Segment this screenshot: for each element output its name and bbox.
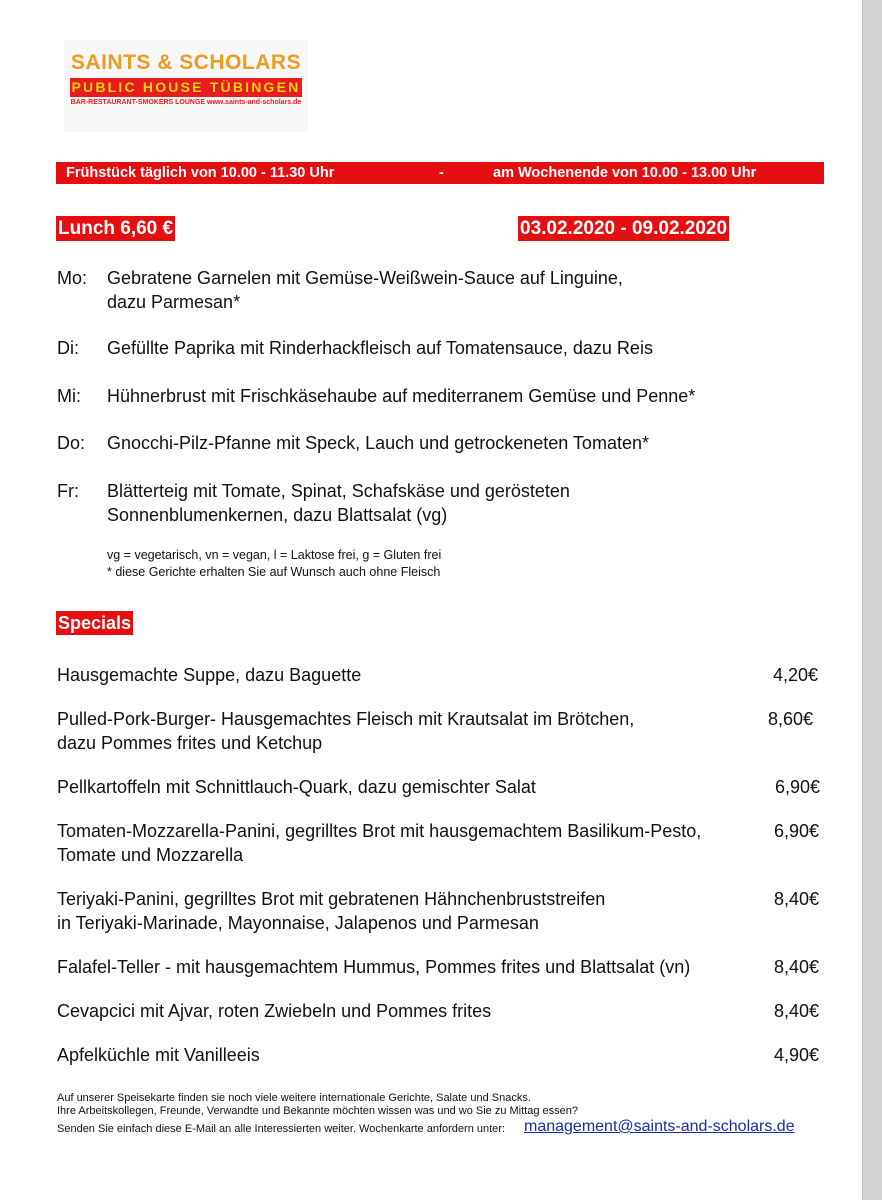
dish-fr-line1: Blätterteig mit Tomate, Spinat, Schafskäse und gerösteten bbox=[107, 481, 570, 501]
logo-subtitle: BAR-RESTAURANT-SMOKERS LOUNGE www.saints-and-scholars.de bbox=[70, 99, 302, 106]
diet-legend: vg = vegetarisch, vn = vegan, l = Laktose frei, g = Gluten frei bbox=[107, 548, 442, 562]
special-price-3: 6,90€ bbox=[774, 777, 820, 797]
breakfast-hours-banner bbox=[56, 162, 824, 184]
dish-mi-line1: Hühnerbrust mit Frischkäsehaube auf mediterranem Gemüse und Penne* bbox=[107, 386, 696, 406]
special-price-6: 8,40€ bbox=[773, 957, 819, 977]
dish-di-line1: Gefüllte Paprika mit Rinderhackfleisch auf Tomatensauce, dazu Reis bbox=[107, 338, 653, 358]
special-item-5: Teriyaki-Panini, gegrilltes Brot mit gebratenen Hähnchenbruststreifen bbox=[57, 889, 606, 909]
day-label-do: Do: bbox=[57, 433, 86, 453]
special-price-4: 6,90€ bbox=[773, 821, 819, 841]
restaurant-logo bbox=[64, 40, 308, 132]
special-item-2: Pulled-Pork-Burger- Hausgemachtes Fleisch mit Krautsalat im Brötchen, bbox=[57, 709, 635, 729]
dish-fr-line2: Sonnenblumenkernen, dazu Blattsalat (vg) bbox=[107, 505, 448, 525]
special-price-2: 8,60€ bbox=[767, 709, 813, 729]
breakfast-separator: - bbox=[439, 165, 444, 181]
special-price-8: 4,90€ bbox=[773, 1045, 819, 1065]
day-label-di: Di: bbox=[57, 338, 79, 358]
logo-band: PUBLIC HOUSE TÜBINGEN bbox=[71, 79, 301, 95]
email-link[interactable]: management@saints-and-scholars.de bbox=[524, 1118, 795, 1135]
breakfast-weekend: am Wochenende von 10.00 - 13.00 Uhr bbox=[493, 165, 757, 181]
special-item-6: Falafel-Teller - mit hausgemachtem Hummus, Pommes frites und Blattsalat (vn) bbox=[57, 957, 691, 977]
dish-do-line1: Gnocchi-Pilz-Pfanne mit Speck, Lauch und getrockeneten Tomaten* bbox=[107, 433, 649, 453]
special-item-1: Hausgemachte Suppe, dazu Baguette bbox=[57, 665, 362, 685]
special-item-5-line2: in Teriyaki-Marinade, Mayonnaise, Jalapenos und Parmesan bbox=[57, 913, 539, 933]
dish-mo-line2: dazu Parmesan* bbox=[107, 292, 241, 312]
special-item-7: Cevapcici mit Ajvar, roten Zwiebeln und Pommes frites bbox=[57, 1001, 492, 1021]
day-label-mo: Mo: bbox=[57, 268, 88, 288]
breakfast-weekday: Frühstück täglich von 10.00 - 11.30 Uhr bbox=[66, 165, 335, 181]
special-price-5: 8,40€ bbox=[773, 889, 819, 909]
special-price-1: 4,20€ bbox=[772, 665, 818, 685]
special-price-7: 8,40€ bbox=[773, 1001, 819, 1021]
footer-line-1: Auf unserer Speisekarte finden sie noch viele weitere internationale Gerichte, Salate und Snacks. bbox=[57, 1092, 531, 1104]
footer-line-3: Senden Sie einfach diese E-Mail an alle Interessierten weiter. Wochenkarte anfordern unter: bbox=[57, 1123, 505, 1135]
special-item-4-line2: Tomate und Mozzarella bbox=[57, 845, 244, 865]
special-item-2-line2: dazu Pommes frites und Ketchup bbox=[57, 733, 323, 753]
specials-heading: Specials bbox=[58, 613, 132, 633]
day-label-mi: Mi: bbox=[57, 386, 81, 406]
day-label-fr: Fr: bbox=[57, 481, 79, 501]
lunch-price-label: Lunch 6,60 € bbox=[58, 218, 174, 239]
special-item-4: Tomaten-Mozzarella-Panini, gegrilltes Brot mit hausgemachtem Basilikum-Pesto, bbox=[57, 821, 702, 841]
lunch-date-range: 03.02.2020 - 09.02.2020 bbox=[520, 218, 728, 239]
meat-note: * diese Gerichte erhalten Sie auf Wunsch auch ohne Fleisch bbox=[107, 565, 441, 579]
special-item-3: Pellkartoffeln mit Schnittlauch-Quark, dazu gemischter Salat bbox=[57, 777, 536, 797]
special-item-8: Apfelküchle mit Vanilleeis bbox=[57, 1045, 260, 1065]
viewer-scrollbar[interactable] bbox=[862, 0, 882, 1200]
footer-line-2: Ihre Arbeitskollegen, Freunde, Verwandte und Bekannte möchten wissen was und wo Sie zu Mittag essen? bbox=[57, 1105, 578, 1117]
logo-title: SAINTS & SCHOLARS bbox=[70, 51, 302, 74]
dish-mo-line1: Gebratene Garnelen mit Gemüse-Weißwein-Sauce auf Linguine, bbox=[107, 268, 623, 288]
